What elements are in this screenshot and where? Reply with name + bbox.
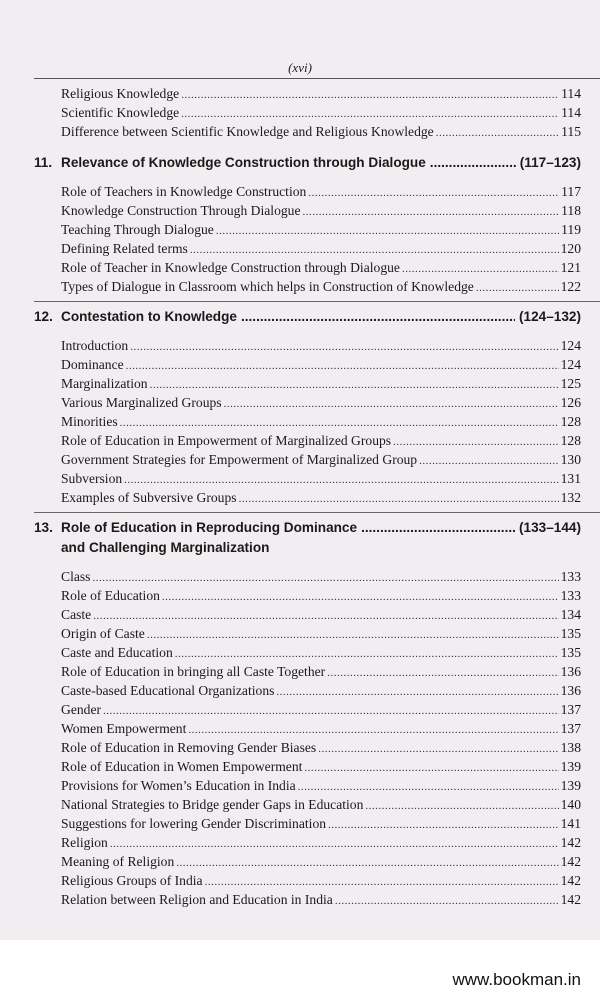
running-head: (xvi): [288, 60, 312, 75]
toc-entry: [61, 871, 581, 890]
dot-leader: [393, 433, 559, 452]
entry-title: Government Strategies for Empowerment of Marginalized Group: [61, 452, 418, 467]
dot-leader: [93, 607, 558, 626]
entry-page-number: 128: [560, 414, 581, 429]
entry-title: Meaning of Religion: [61, 854, 175, 869]
entry-page-number: 142: [560, 835, 581, 850]
dot-leader: [181, 86, 559, 105]
dot-leader: [327, 664, 558, 683]
chapter-number: 11.: [34, 155, 53, 170]
dot-leader: [130, 338, 558, 357]
entry-title: Marginalization: [61, 376, 148, 391]
dot-leader: [216, 222, 559, 241]
entry-page-number: 117: [561, 184, 581, 199]
toc-entry: [61, 681, 581, 700]
toc-entry: [61, 662, 581, 681]
chapter-13-heading: [0, 518, 600, 558]
entry-title: Caste: [61, 607, 92, 622]
entry-page-number: 114: [561, 86, 581, 101]
entry-page-number: 133: [560, 588, 581, 603]
dot-leader: [436, 124, 559, 143]
toc-entry: [61, 277, 581, 296]
entry-page-number: 119: [561, 222, 581, 237]
entry-title: Religious Groups of India: [61, 873, 203, 888]
toc-entry: [61, 393, 581, 412]
dot-leader: [276, 683, 558, 702]
entry-page-number: 142: [560, 873, 581, 888]
toc-entry: [61, 450, 581, 469]
dot-leader: [304, 759, 558, 778]
entry-title: Knowledge Construction Through Dialogue: [61, 203, 301, 218]
entry-page-number: 130: [560, 452, 581, 467]
entry-page-number: 126: [560, 395, 581, 410]
entry-title: Role of Teachers in Knowledge Construction: [61, 184, 307, 199]
toc-entry: [61, 182, 581, 201]
entry-page-number: 142: [560, 854, 581, 869]
watermark: www.bookman.in: [452, 970, 581, 989]
toc-entry: [61, 776, 581, 795]
toc-entry: [61, 833, 581, 852]
toc-entry: [61, 220, 581, 239]
entry-title: Introduction: [61, 338, 129, 353]
entry-page-number: 134: [560, 607, 581, 622]
entry-title: Examples of Subversive Groups: [61, 490, 237, 505]
entry-title: Role of Education in Women Empowerment: [61, 759, 303, 774]
entry-title: Provisions for Women’s Education in India: [61, 778, 296, 793]
chapter-13-entries: [0, 567, 600, 909]
dot-leader: [147, 626, 559, 645]
entry-page-number: 131: [560, 471, 581, 486]
dot-leader: [476, 279, 559, 298]
toc-entry: [61, 103, 581, 122]
entry-title: Women Empowerment: [61, 721, 187, 736]
entry-title: Religious Knowledge: [61, 86, 180, 101]
entry-page-number: 122: [560, 279, 581, 294]
toc-entry: [61, 355, 581, 374]
toc-entry: [61, 738, 581, 757]
entry-title: Suggestions for lowering Gender Discrimination: [61, 816, 327, 831]
entry-title: Defining Related terms: [61, 241, 188, 256]
dot-leader: [335, 892, 559, 911]
entry-title: Gender: [61, 702, 102, 717]
dot-leader: [110, 835, 559, 854]
chapter-title: Role of Education in Reproducing Dominance: [61, 520, 358, 535]
entry-title: Relation between Religion and Education in India: [61, 892, 333, 907]
header-rule: [34, 78, 600, 79]
chapter-page-range: (124–132): [519, 309, 581, 324]
dot-leader: [176, 854, 558, 873]
entry-page-number: 124: [560, 338, 581, 353]
toc-entry: [61, 852, 581, 871]
entry-title: Types of Dialogue in Classroom which helps in Construction of Knowledge: [61, 279, 474, 294]
toc-entry: [61, 795, 581, 814]
entry-page-number: 135: [560, 626, 581, 641]
entry-title: Origin of Caste: [61, 626, 145, 641]
toc-entry: [61, 374, 581, 393]
toc-entry: [61, 84, 581, 103]
chapter-11-entries: [0, 182, 600, 296]
toc-entry: [61, 719, 581, 738]
entry-page-number: 124: [560, 357, 581, 372]
chapter-12-heading: [0, 307, 600, 327]
entry-page-number: 135: [560, 645, 581, 660]
entry-title: Role of Teacher in Knowledge Construction through Dialogue: [61, 260, 400, 275]
dot-leader: [419, 452, 559, 471]
entry-page-number: 125: [560, 376, 581, 391]
chapter-title: Contestation to Knowledge: [61, 309, 237, 324]
entry-title: Caste-based Educational Organizations: [61, 683, 275, 698]
toc-entry: [61, 586, 581, 605]
toc-entry: [61, 239, 581, 258]
toc-entry: [61, 488, 581, 507]
toc-entry: [61, 431, 581, 450]
toc-entry: [61, 412, 581, 431]
entry-title: Role of Education in Empowerment of Marginalized Groups: [61, 433, 392, 448]
entry-title: Class: [61, 569, 91, 584]
entry-page-number: 139: [560, 778, 581, 793]
dot-leader: [239, 490, 559, 509]
toc-entry: [61, 814, 581, 833]
dot-leader: [126, 357, 559, 376]
chapter-page-range: (117–123): [519, 155, 581, 170]
entry-page-number: 136: [560, 664, 581, 679]
toc-entry: [61, 567, 581, 586]
entry-title: National Strategies to Bridge gender Gaps in Education: [61, 797, 364, 812]
dot-leader: [318, 740, 558, 759]
entry-page-number: 137: [560, 702, 581, 717]
entry-page-number: 142: [560, 892, 581, 907]
entry-title: Scientific Knowledge: [61, 105, 180, 120]
chapter-11-heading: [0, 153, 600, 173]
chapter-title-line2: and Challenging Marginalization: [61, 540, 270, 555]
toc-entry: [61, 122, 581, 141]
entry-page-number: 133: [560, 569, 581, 584]
entry-title: Religion: [61, 835, 108, 850]
entry-title: Teaching Through Dialogue: [61, 222, 214, 237]
toc-entry: [61, 643, 581, 662]
chapter-number: 13.: [34, 520, 53, 535]
toc-entry: [61, 757, 581, 776]
toc-entry: [61, 700, 581, 719]
chapter-12-entries: [0, 336, 600, 507]
toc-entry: [61, 605, 581, 624]
toc-entry: [61, 201, 581, 220]
dot-leader: [224, 395, 559, 414]
entry-page-number: 114: [561, 105, 581, 120]
entry-page-number: 121: [560, 260, 581, 275]
entry-page-number: 137: [560, 721, 581, 736]
entry-title: Minorities: [61, 414, 118, 429]
toc-entry: [61, 469, 581, 488]
entry-title: Role of Education: [61, 588, 160, 603]
entry-title: Subversion: [61, 471, 123, 486]
entry-page-number: 139: [560, 759, 581, 774]
entry-title: Dominance: [61, 357, 124, 372]
dot-leader: [303, 203, 560, 222]
entry-page-number: 136: [560, 683, 581, 698]
entry-page-number: 132: [560, 490, 581, 505]
entry-title: Difference between Scientific Knowledge and Religious Knowledge: [61, 124, 434, 139]
entry-page-number: 118: [561, 203, 581, 218]
dot-leader: [162, 588, 559, 607]
entry-title: Role of Education in bringing all Caste Together: [61, 664, 326, 679]
entry-page-number: 140: [560, 797, 581, 812]
entry-page-number: 141: [560, 816, 581, 831]
dot-leader: [92, 569, 558, 588]
toc-entry: [61, 890, 581, 909]
entry-page-number: 120: [560, 241, 581, 256]
chapter-number: 12.: [34, 309, 53, 324]
entry-title: Various Marginalized Groups: [61, 395, 222, 410]
toc-entry: [61, 336, 581, 355]
entry-title: Role of Education in Removing Gender Biases: [61, 740, 317, 755]
toc-content: [0, 84, 600, 909]
dot-leader: [308, 184, 559, 203]
entry-title: Caste and Education: [61, 645, 173, 660]
top-entries: [0, 84, 600, 141]
dot-leader: [328, 816, 559, 835]
entry-page-number: 138: [560, 740, 581, 755]
entry-page-number: 115: [561, 124, 581, 139]
chapter-title: Relevance of Knowledge Construction through Dialogue: [61, 155, 426, 170]
chapter-page-range: (133–144): [519, 520, 581, 535]
toc-entry: [61, 258, 581, 277]
dot-leader: [365, 797, 558, 816]
entry-page-number: 128: [560, 433, 581, 448]
toc-entry: [61, 624, 581, 643]
